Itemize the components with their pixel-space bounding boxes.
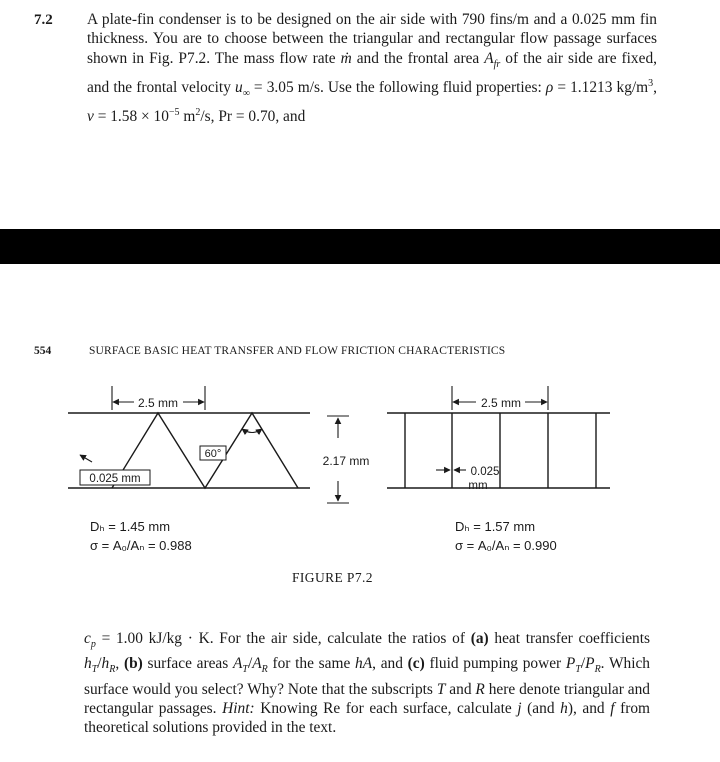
triangular-thickness-label: 0.025 mm xyxy=(89,473,141,485)
rectangular-sigma: σ = A₀/Aₙ = 0.990 xyxy=(455,538,557,553)
rectangular-thickness-unit: mm xyxy=(468,480,488,492)
height-label: 2.17 mm xyxy=(322,454,370,468)
triangular-sigma: σ = A₀/Aₙ = 0.988 xyxy=(90,538,192,553)
rectangular-thickness-value: 0.025 xyxy=(470,466,500,478)
problem-intro-text: A plate-fin condenser is to be designed on the air side with 790 fins/m and a 0.025 mm fin thickness. You are to choose between the triangular and rectangular flow passage surfaces shown in Fig. P7.2. The mass flow rate ṁ and the frontal area $A_{fr}$ of the air side are fixed, and the frontal velocity $u_\infty = 3.05$ m/s. Use the following fluid properties: ρ = 1.1213 $kg/m^3$, $\nu = 1.58 \times 10^{-5}$ $m^2/s$, Pr = 0.70, and xyxy=(87,11,658,126)
running-head: SURFACE BASIC HEAT TRANSFER AND FLOW FRICTION CHARACTERISTICS xyxy=(89,345,506,357)
problem-number: 7.2 xyxy=(34,12,53,28)
problem-continuation-text: $c_p = 1.00$ kJ/kg · K. For the air side, calculate the ratios of (a) heat transfer coefficients $h_T/h_R$, (b) surface areas $A_T/A_R$ for the same hA, and (c) fluid pumping power $P_T/P_R$. Which surface would you select? Why? Note that the subscripts T and R here denote triangular and rectangular passages. Hint: Knowing Re for each surface, calculate j (and h), and f from theoretical solutions provided in the text. xyxy=(84,630,651,737)
angle-label: 60° xyxy=(204,448,222,460)
rectangular-dh: Dₕ = 1.57 mm xyxy=(455,519,536,534)
triangular-dh: Dₕ = 1.45 mm xyxy=(90,519,171,534)
rectangular-pitch-label: 2.5 mm xyxy=(480,396,522,410)
page-number: 554 xyxy=(34,345,52,357)
triangular-pitch-label: 2.5 mm xyxy=(137,396,179,410)
figure-caption: FIGURE P7.2 xyxy=(292,570,373,585)
thickness-leader xyxy=(80,455,92,462)
angle-arc xyxy=(242,429,262,433)
